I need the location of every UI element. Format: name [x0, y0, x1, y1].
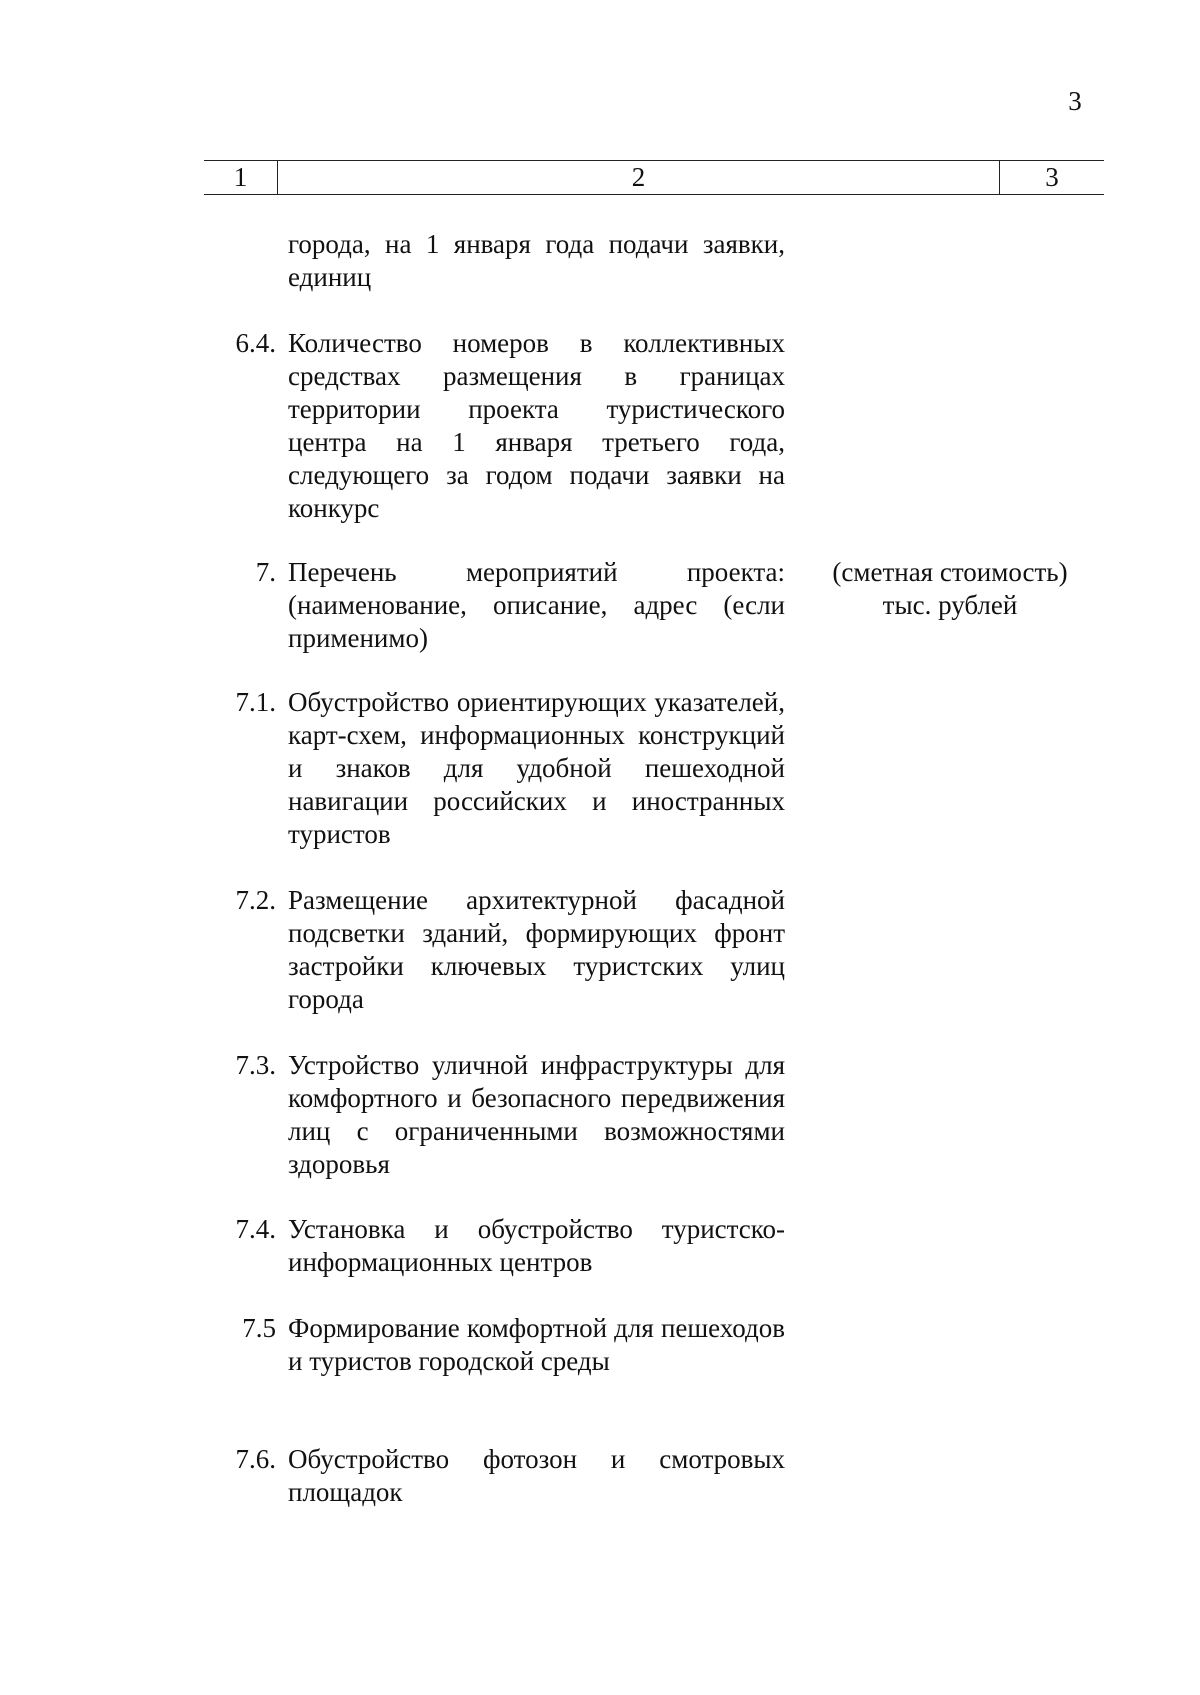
cost-label-line-1: (сметная стоимость): [832, 557, 1068, 587]
row-number: 7.3.: [235, 1050, 276, 1080]
row-number: 7.4.: [235, 1214, 276, 1244]
row-text: Перечень мероприятий проекта: (наименование, описание, адрес (если применимо): [288, 557, 785, 653]
row-text: Устройство уличной инфраструктуры для комфортного и безопасного передвижения лиц с ограниченными возможностями здоровья: [288, 1050, 785, 1179]
row-number: 7.: [255, 557, 276, 587]
table-header: [204, 160, 1104, 195]
row-text: города, на 1 января года подачи заявки, единиц: [288, 229, 785, 292]
row-text: Формирование комфортной для пешеходов и туристов городской среды: [288, 1313, 785, 1376]
row-text: Размещение архитектурной фасадной подсветки зданий, формирующих фронт застройки ключевых туристских улиц города: [288, 885, 785, 1014]
header-col-2: 2: [277, 161, 999, 194]
page-number: 3: [1068, 86, 1082, 116]
row-number: 7.5: [242, 1313, 276, 1343]
row-number: 7.1.: [235, 687, 276, 717]
row-cost-header: [815, 556, 1085, 622]
row-number: 7.6.: [235, 1444, 276, 1474]
row-text: Установка и обустройство туристско-информационных центров: [288, 1214, 785, 1277]
row-number: 6.4.: [235, 328, 276, 358]
header-col-3: 3: [999, 161, 1104, 194]
cost-label-line-2: тыс. рублей: [882, 590, 1018, 620]
row-number: 7.2.: [235, 885, 276, 915]
row-text: Количество номеров в коллективных средствах размещения в границах территории проекта туристического центра на 1 января третьего года, следующего за годом подачи заявки на конкурс: [288, 328, 785, 523]
header-col-1: 1: [233, 162, 248, 192]
row-text: Обустройство фотозон и смотровых площадок: [288, 1444, 785, 1507]
row-text: Обустройство ориентирующих указателей, карт-схем, информационных конструкций и знаков для удобной пешеходной навигации российских и иностранных туристов: [288, 687, 785, 849]
